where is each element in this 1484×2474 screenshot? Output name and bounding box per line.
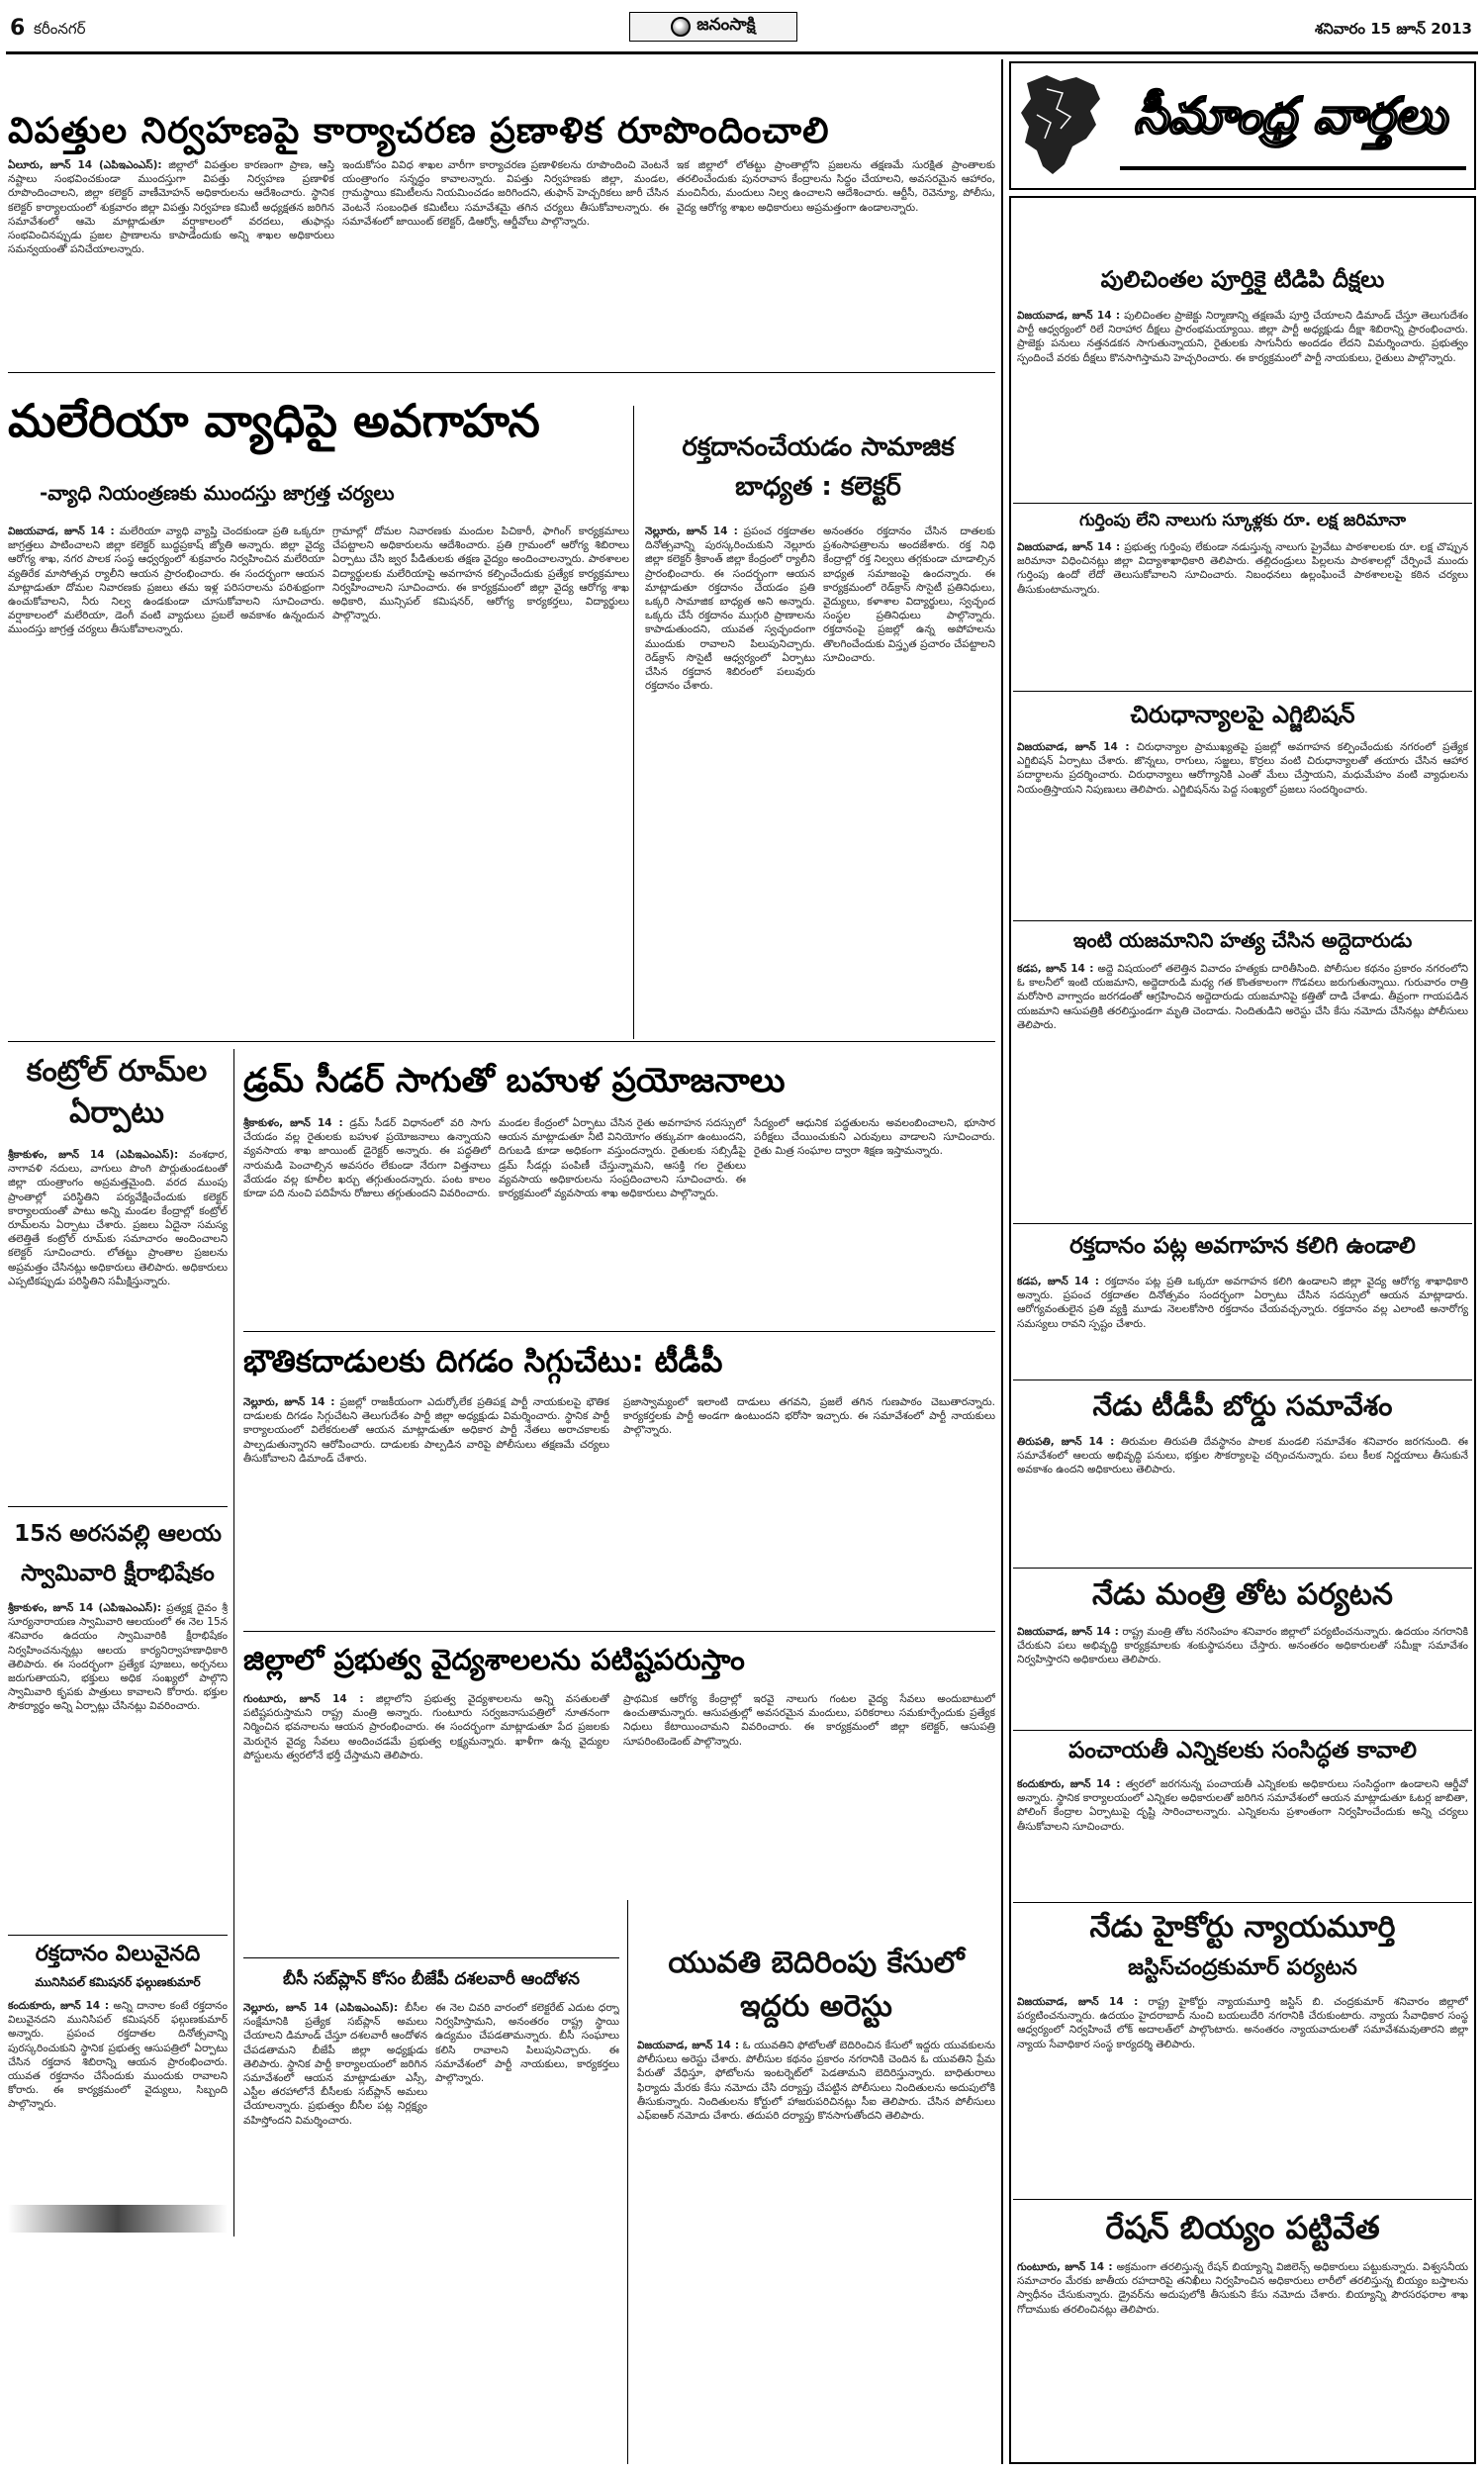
a4-dateline: శ్రీకాకుళం, జూన్ 14 (ఎపిఇఎంఎస్): [8, 1149, 179, 1161]
a2-divider [633, 406, 634, 1039]
a9-col1 [243, 1692, 609, 1950]
banner-underline [1120, 166, 1466, 170]
r6-rule [1013, 1568, 1472, 1569]
r2-rule [1013, 691, 1472, 692]
r3-rule [1013, 920, 1472, 921]
a10-headline: బీసీ సబ్‌ప్లాన్ కోసం బీజేపీ దశలవారీ ఆందోళన [283, 1969, 580, 1989]
r6-body-text: తిరుమల తిరుపతి దేవస్థానం పాలక మండలి సమావేశం శనివారం జరగనుంది. ఈ సమావేశంలో ఆలయ అభివృద్ధి పనులు, భక్తుల సౌకర్యాలపై చర్చించనున్నారు. పలు కీలక నిర్ణయాలు తీసుకునే అవకాశం ఉందని అధికారులు తెలిపారు. [1017, 1436, 1468, 1476]
a5-body-text: ప్రత్యక్ష దైవం శ్రీ సూర్యనారాయణ స్వామివారి ఆలయంలో ఈ నెల 15న శనివారం ఉదయం స్వామివారికి క్షీరాభిషేకం నిర్వహించనున్నట్లు ఆలయ కార్యనిర్వాహణాధికారి తెలిపారు. ఈ సందర్భంగా ప్రత్యేక పూజలు, అర్చనలు జరుగుతాయని, భక్తులు అధిక సంఖ్యలో పాల్గొని స్వామివారి కృపకు పాత్రులు కావాలని కోరారు. భక్తుల సౌకర్యార్థం అన్ని ఏర్పాట్లు చేసినట్లు వివరించారు. [8, 1602, 228, 1713]
r7-body-text: రాష్ట్ర మంత్రి తోట నరసింహం శనివారం జిల్లాలో పర్యటించనున్నారు. ఉదయం నగరానికి చేరుకుని పలు అభివృద్ధి కార్యక్రమాలకు శంకుస్థాపనలు చేస్తారు. అనంతరం అధికారులతో సమీక్షా సమావేశం నిర్వహిస్తారని అధికారులు తెలిపారు. [1017, 1626, 1468, 1666]
r3-body-text: చిరుధాన్యాల ప్రాముఖ్యతపై ప్రజల్లో అవగాహన కల్పించేందుకు నగరంలో ప్రత్యేక ఎగ్జిబిషన్ ఏర్పాటు చేశారు. జొన్నలు, రాగులు, సజ్జలు, కొర్రలు వంటి చిరుధాన్యాలతో తయారు చేసిన ఆహార పదార్థాలను ప్రదర్శించారు. చిరుధాన్యాలు ఆరోగ్యానికి ఎంతో మేలు చేస్తాయని, మధుమేహం వంటి వ్యాధులను నియంత్రిస్తాయని నిపుణులు తెలిపారు. ఎగ్జిబిషన్‌ను పెద్ద సంఖ్యలో ప్రజలు సందర్శించారు. [1017, 741, 1468, 796]
a4-headline: కంట్రోల్ రూమ్‌ల ఏర్పాటు [26, 1054, 208, 1130]
r9-subhead: జస్టిస్‌చంద్రకుమార్ పర్యటన [1128, 1955, 1357, 1980]
r5-headline: రక్తదానం పట్ల అవగాహన కలిగి ఉండాలి [1069, 1233, 1416, 1259]
masthead-title: జనంసాక్షి [696, 15, 756, 35]
r1-body-text: పులిచింతల ప్రాజెక్టు నిర్మాణాన్ని తక్షణమే పూర్తి చేయాలని డిమాండ్ చేస్తూ తెలుగుదేశం పార్టీ ఆధ్వర్యంలో రిలే నిరాహార దీక్షలు ప్రారంభమయ్యాయి. జిల్లా పార్టీ అధ్యక్షుడు దీక్షా శిబిరాన్ని ప్రారంభించారు. ప్రాజెక్టు పనులు నత్తనడకన సాగుతున్నాయని, రైతులకు సాగునీరు అందడం లేదని విమర్శించారు. ప్రభుత్వం స్పందించే వరకు దీక్షలు కొనసాగిస్తామని హెచ్చరించారు. ఈ కార్యక్రమంలో పార్టీ నాయకులు, రైతులు పాల్గొన్నారు. [1017, 310, 1468, 364]
a9-headline: జిల్లాలో ప్రభుత్వ వైద్యశాలలను పటిష్టపరుస్తాం [243, 1643, 745, 1676]
r10-headline: రేషన్ బియ్యం పట్టివేత [1105, 2209, 1380, 2246]
a5-headline: 15న అరసవల్లి ఆలయ స్వామివారి క్షీరాభిషేకం [14, 1521, 222, 1586]
main-right-divider [1001, 59, 1003, 2464]
r6-body [1017, 1435, 1468, 1562]
r4-body [1017, 962, 1468, 1217]
a1-col3: ఇక జిల్లాలో లోతట్టు ప్రాంతాల్లోని ప్రజలను తక్షణమే సురక్షిత ప్రాంతాలకు తరలించేందుకు పునరావాస కేంద్రాలను సిద్ధం చేయాలని, అవసరమైన ఆహారం, మంచినీరు, మందులు నిల్వ ఉంచాలని ఆదేశించారు. ఆర్టీసీ, రెవెన్యూ, పోలీసు, వైద్య ఆరోగ్య శాఖల అధికారులు అప్రమత్తంగా ఉండాలన్నారు. [677, 159, 995, 214]
a5-bottom-rule [8, 1935, 228, 1936]
r3-headline: చిరుధాన్యాలపై ఎగ్జిబిషన్ [1130, 701, 1355, 728]
a2-col1 [8, 524, 325, 1029]
a3-col1-text: ప్రపంచ రక్తదాతల దినోత్సవాన్ని పురస్కరించుకుని నెల్లూరు జిల్లా కలెక్టర్ శ్రీకాంత్ జిల్లా కేంద్రంలో ర్యాలీని ప్రారంభించారు. ఈ సందర్భంగా ఆయన మాట్లాడుతూ రక్తదానం చేయడం ప్రతి ఒక్కరి సామాజిక బాధ్యత అని అన్నారు. ఒక్కరు చేసే రక్తదానం ముగ్గురి ప్రాణాలను కాపాడుతుందని, యువత స్వచ్ఛందంగా ముందుకు రావాలని పిలుపునిచ్చారు. రెడ్‌క్రాస్ సొసైటీ ఆధ్వర్యంలో ఏర్పాటు చేసిన రక్తదాన శిబిరంలో పలువురు రక్తదానం చేశారు. [645, 525, 815, 693]
a7-col2: మండల కేంద్రంలో ఏర్పాటు చేసిన రైతు అవగాహన సదస్సులో ఆయన మాట్లాడుతూ నీటి వినియోగం తక్కువగా ఉంటుందని, దిగుబడి కూడా అధికంగా వస్తుందన్నారు. రైతులకు సబ్సిడీపై డ్రమ్ సీడర్లు పంపిణీ చేస్తున్నామని, ఆసక్తి గల రైతులు వ్యవసాయ అధికారులను సంప్రదించాలని సూచించారు. ఈ కార్యక్రమంలో వ్యవసాయ శాఖ అధికారులు పాల్గొన్నారు. [499, 1117, 746, 1200]
a6-headline: రక్తదానం విలువైనది [35, 1942, 201, 1966]
a10-dateline: నెల్లూరు, జూన్ 14 (ఎపిఇఎంఎస్): [243, 2002, 399, 2014]
a9-bottom-rule [243, 1957, 619, 1958]
r2-body [1017, 540, 1468, 684]
a2-col2: గ్రామాల్లో దోమల నివారణకు మందుల పిచికారీ, ఫాగింగ్ కార్యక్రమాలు చేపట్టాలని అధికారులను ఆదేశించారు. ప్రతి గ్రామంలో ఆరోగ్య శిబిరాలు ఏర్పాటు చేసి జ్వర పీడితులకు తక్షణ వైద్యం అందించాలన్నారు. పాఠశాలల విద్యార్థులకు మలేరియాపై అవగాహన కల్పించేందుకు ప్రత్యేక కార్యక్రమాలు నిర్వహించాలని సూచించారు. ఈ కార్యక్రమంలో జిల్లా వైద్య ఆరోగ్య శాఖ అధికారి, మున్సిపల్ కమిషనర్, ఆరోగ్య కార్యకర్తలు, విద్యార్థులు పాల్గొన్నారు. [332, 525, 629, 622]
r5-dateline: కడప, జూన్ 14 : [1017, 1276, 1099, 1287]
r4-body-text: అద్దె విషయంలో తలెత్తిన వివాదం హత్యకు దారితీసింది. పోలీసుల కథనం ప్రకారం నగరంలోని ఓ కాలనీలో ఇంటి యజమాని, అద్దెదారుడి మధ్య గత కొంతకాలంగా గొడవలు జరుగుతున్నాయి. గురువారం రాత్రి మరోసారి వాగ్వాదం జరగడంతో ఆగ్రహించిన అద్దెదారుడు యజమానిపై కత్తితో దాడి చేశాడు. తీవ్రంగా గాయపడిన యజమాని ఆసుపత్రికి తరలిస్తుండగా మృతి చెందాడు. నిందితుడిని అరెస్టు చేసి కేసు నమోదు చేసినట్లు పోలీసులు తెలిపారు. [1017, 963, 1468, 1031]
r4-rule [1013, 1223, 1472, 1224]
decorative-gradient-bar [8, 2205, 228, 2233]
globe-icon [671, 17, 691, 37]
r7-dateline: విజయవాడ, జూన్ 14 : [1017, 1626, 1119, 1638]
a7-bottom-rule [243, 1331, 995, 1332]
a7-headline: డ్రమ్ సీడర్ సాగుతో బహుళ ప్రయోజనాలు [243, 1061, 786, 1100]
a9-col2: ప్రాథమిక ఆరోగ్య కేంద్రాల్లో ఇరవై నాలుగు గంటల వైద్య సేవలు అందుబాటులో ఉంచుతామన్నారు. ఆసుపత్రుల్లో అవసరమైన మందులు, పరికరాలు సమకూర్చేందుకు ప్రత్యేక నిధులు కేటాయించామని వివరించారు. ఈ కార్యక్రమంలో జిల్లా కలెక్టర్, ఆసుపత్రి సూపరింటెండెంట్ పాల్గొన్నారు. [623, 1693, 995, 1748]
a11-body [637, 2039, 995, 2459]
a10-col1-text: బీసీల సంక్షేమానికి ప్రత్యేక సబ్‌ప్లాన్ అమలు చేయాలని డిమాండ్ చేస్తూ దశలవారీ ఆందోళన చేపడతామని బీజేపీ జిల్లా అధ్యక్షుడు తెలిపారు. స్థానిక పార్టీ కార్యాలయంలో జరిగిన సమావేశంలో ఆయన మాట్లాడుతూ ఎస్సీ, ఎస్టీల తరహాలోనే బీసీలకు సబ్‌ప్లాన్ అమలు చేయాలన్నారు. ప్రభుత్వం బీసీల పట్ల నిర్లక్ష్యం వహిస్తోందని విమర్శించారు. [243, 2002, 427, 2127]
r1-dateline: విజయవాడ, జూన్ 14 : [1017, 310, 1121, 322]
r4-dateline: కడప, జూన్ 14 : [1017, 963, 1094, 975]
a7-col1 [243, 1116, 491, 1324]
a1-bottom-rule [8, 372, 995, 373]
r10-body-text: అక్రమంగా తరలిస్తున్న రేషన్ బియ్యాన్ని విజిలెన్స్ అధికారులు పట్టుకున్నారు. విశ్వసనీయ సమాచారం మేరకు జాతీయ రహదారిపై తనిఖీలు నిర్వహించిన అధికారులు లారీలో తరలిస్తున్న బియ్యం బస్తాలను స్వాధీనం చేసుకున్నారు. డ్రైవర్‌ను అదుపులోకి తీసుకుని కేసు నమోదు చేశారు. బియ్యాన్ని పౌరసరఫరాల శాఖ గోదాముకు తరలించినట్లు తెలిపారు. [1017, 2261, 1468, 2316]
a3-col1 [645, 524, 815, 1029]
a1-headline: విపత్తుల నిర్వహణపై కార్యాచరణ ప్రణాళిక రూపొందించాలి [8, 111, 830, 151]
r10-body [1017, 2260, 1468, 2454]
a8-col1-text: ప్రజల్లో రాజకీయంగా ఎదుర్కోలేక ప్రతిపక్ష పార్టీ నాయకులపై భౌతిక దాడులకు దిగడం సిగ్గుచేటని తెలుగుదేశం పార్టీ జిల్లా అధ్యక్షుడు విమర్శించారు. స్థానిక పార్టీ కార్యాలయంలో విలేకరులతో ఆయన మాట్లాడుతూ అధికార పార్టీ నేతలు అరాచకాలకు పాల్పడుతున్నారని ఆరోపించారు. దాడులకు పాల్పడిన వారిపై పోలీసులు తక్షణమే చర్యలు తీసుకోవాలని డిమాండ్ చేశారు. [243, 1396, 609, 1465]
a4-body-text: వంశధార, నాగావళి నదులు, వాగులు పొంగి పొర్లుతుండటంతో జిల్లా యంత్రాంగం అప్రమత్తమైంది. వరద ముంపు ప్రాంతాల్లో పరిస్థితిని పర్యవేక్షించేందుకు కలెక్టర్ కార్యాలయంతో పాటు అన్ని మండల కేంద్రాల్లో కంట్రోల్ రూమ్‌లను ఏర్పాటు చేశారు. ప్రజలు ఏదైనా సమస్య తలెత్తితే కంట్రోల్ రూమ్‌కు సమాచారం అందించాలని కలెక్టర్ సూచించారు. లోతట్టు ప్రాంతాల ప్రజలను అప్రమత్తం చేసినట్లు అధికారులు తెలిపారు. అధికారులు ఎప్పటికప్పుడు పరిస్థితిని సమీక్షిస్తున్నారు. [8, 1149, 228, 1287]
a2-col1-text: మలేరియా వ్యాధి వ్యాప్తి చెందకుండా ప్రతి ఒక్కరూ జాగ్రత్తలు పాటించాలని జిల్లా కలెక్టర్ బుద్ధప్రకాష్ జ్యోతి అన్నారు. జిల్లా వైద్య ఆరోగ్య శాఖ, నగర పాలక సంస్థ ఆధ్వర్యంలో శుక్రవారం నిర్వహించిన మలేరియా వ్యతిరేక మాసోత్సవ ర్యాలీని ఆయన ప్రారంభించారు. ఈ సందర్భంగా ఆయన మాట్లాడుతూ దోమల నివారణకు ప్రజలు తమ ఇళ్ల పరిసరాలను పరిశుభ్రంగా ఉంచుకోవాలని, నీరు నిల్వ ఉండకుండా చూసుకోవాలని సూచించారు. వర్షాకాలంలో మలేరియా, డెంగీ వంటి వ్యాధులు ప్రబలే అవకాశం ఉన్నందున ముందస్తు జాగ్రత్త చర్యలు తీసుకోవాలన్నారు. [8, 525, 325, 636]
page-number: 6 [10, 16, 26, 41]
r9-body-text: రాష్ట్ర హైకోర్టు న్యాయమూర్తి జస్టిస్ బి. చంద్రకుమార్ శనివారం జిల్లాలో పర్యటించనున్నారు. ఉదయం హైదరాబాద్ నుంచి బయలుదేరి నగరానికి చేరుకుంటారు. న్యాయ సేవాధికార సంస్థ ఆధ్వర్యంలో నిర్వహించే లోక్ అదాలత్‌లో పాల్గొంటారు. అనంతరం న్యాయవాదులతో సమావేశమవుతారని జిల్లా న్యాయ సేవాధికార సంస్థ కార్యదర్శి తెలిపారు. [1017, 1996, 1468, 2050]
a6-body-text: అన్ని దానాల కంటే రక్తదానం విలువైనదని మునిసిపల్ కమిషనర్ ఫల్గుణకుమార్ అన్నారు. ప్రపంచ రక్తదాతల దినోత్సవాన్ని పురస్కరించుకుని స్థానిక ప్రభుత్వ ఆసుపత్రిలో ఏర్పాటు చేసిన రక్తదాన శిబిరాన్ని ఆయన ప్రారంభించారు. యువత రక్తదానం చేసేందుకు ముందుకు రావాలని కోరారు. ఈ కార్యక్రమంలో వైద్యులు, సిబ్బంది పాల్గొన్నారు. [8, 2000, 228, 2111]
r9-body [1017, 1995, 1468, 2193]
r8-dateline: కందుకూరు, జూన్ 14 : [1017, 1778, 1121, 1790]
a8-dateline: నెల్లూరు, జూన్ 14 : [243, 1396, 335, 1408]
a1-col1-text: జిల్లాలో విపత్తుల కారణంగా ప్రాణ, ఆస్తి నష్టాలు సంభవించకుండా ముందస్తుగా విపత్తు నిర్వహణ ప్రణాళిక రూపొందించాలని, జిల్లా కలెక్టర్ వాణీమోహన్ అధికారులను ఆదేశించారు. స్థానిక కలెక్టర్ కార్యాలయంలో శుక్రవారం జిల్లా విపత్తు నిర్వహణ కమిటీ అధ్యక్షతన జరిగిన సమావేశంలో ఆమె మాట్లాడుతూ వర్షాకాలంలో వరదలు, తుఫాన్లు సంభవించినప్పుడు ప్రజల ప్రాణాలను కాపాడేందుకు అన్ని శాఖల అధికారులు సమన్వయంతో పనిచేయాలన్నారు. [8, 159, 334, 256]
a9-dateline: గుంటూరు, జూన్ 14 : [243, 1693, 364, 1705]
left-column-divider [233, 1049, 234, 2236]
r8-rule [1013, 1902, 1472, 1903]
a2-dateline: విజయవాడ, జూన్ 14 : [8, 525, 115, 537]
r7-body [1017, 1625, 1468, 1724]
a4-body [8, 1148, 228, 1499]
a10-col2: ఈ నెల చివరి వారంలో కలెక్టరేట్ ఎదుట ధర్నా నిర్వహిస్తామని, అనంతరం రాష్ట్ర స్థాయి ఉద్యమం చేపడతామన్నారు. బీసీ సంఘాలు కలిసి రావాలని పిలుపునిచ్చారు. ఈ సమావేశంలో పార్టీ నాయకులు, కార్యకర్తలు పాల్గొన్నారు. [435, 2002, 619, 2085]
r1-headline: పులిచింతల పూర్తికై టిడిపి దీక్షలు [1100, 267, 1385, 293]
a8-col2: ప్రజాస్వామ్యంలో ఇలాంటి దాడులు తగవని, ప్రజలే తగిన గుణపాఠం చెబుతారన్నారు. కార్యకర్తలకు పార్టీ అండగా ఉంటుందని భరోసా ఇచ్చారు. ఈ సమావేశంలో పార్టీ నాయకులు పాల్గొన్నారు. [623, 1396, 995, 1437]
r3-dateline: విజయవాడ, జూన్ 14 : [1017, 741, 1130, 753]
a11-body-text: ఓ యువతిని ఫోటోలతో బెదిరించిన కేసులో ఇద్దరు యువకులను పోలీసులు అరెస్టు చేశారు. పోలీసుల కథనం ప్రకారం నగరానికి చెందిన ఓ యువతిని ప్రేమ పేరుతో వేధిస్తూ, ఫోటోలను ఇంటర్నెట్‌లో పెడతామని బెదిరిస్తున్నారు. బాధితురాలు ఫిర్యాదు మేరకు కేసు నమోదు చేసి దర్యాప్తు చేపట్టిన పోలీసులు నిందితులను అదుపులోకి తీసుకున్నారు. నిందితులను కోర్టులో హాజరుపరిచినట్లు సీఐ తెలిపారు. చేసిన పోలీసులు ఎఫ్ఐఆర్ నమోదు చేశారు. తదుపరి దర్యాప్తు కొనసాగుతోందని తెలిపారు. [637, 2040, 995, 2123]
r8-headline: పంచాయతీ ఎన్నికలకు సంసిద్ధత కావాలి [1068, 1738, 1417, 1763]
a2-headline: మలేరియా వ్యాధిపై అవగాహన [8, 394, 540, 447]
a6-dateline: కందుకూరు, జూన్ 14 : [8, 2000, 110, 2012]
issue-date: శనివారం 15 జూన్ 2013 [1315, 20, 1472, 38]
header-rule [6, 51, 1478, 54]
r9-dateline: విజయవాడ, జూన్ 14 : [1017, 1996, 1139, 2008]
a8-bottom-rule [243, 1631, 995, 1632]
r6-headline: నేడు టీడీపీ బోర్డు సమావేశం [1092, 1389, 1393, 1422]
r7-headline: నేడు మంత్రి తోట పర్యటన [1092, 1577, 1393, 1612]
section-rule-1 [8, 1041, 995, 1042]
a8-headline: భౌతికదాడులకు దిగడం సిగ్గుచేటు: టీడీపీ [243, 1344, 723, 1380]
r6-dateline: తిరుపతి, జూన్ 14 : [1017, 1436, 1115, 1448]
a2-subhead: -వ్యాధి నియంత్రణకు ముందస్తు జాగ్రత్త చర్యలు [40, 481, 395, 505]
a10-divider [627, 1900, 628, 2464]
r1-body [1017, 309, 1468, 497]
r9-rule [1013, 2199, 1472, 2200]
seemandhra-banner [1009, 61, 1476, 190]
a11-dateline: విజయవాడ, జూన్ 14 : [637, 2040, 740, 2051]
a11-headline: యువతి బెదిరింపు కేసులో ఇద్దరు అరెస్టు [668, 1946, 965, 2024]
a5-body [8, 1601, 228, 1928]
page-header [6, 6, 1478, 51]
a4-bottom-rule [8, 1506, 228, 1507]
r8-body [1017, 1777, 1468, 1896]
r5-body-text: రక్తదానం పట్ల ప్రతి ఒక్కరూ అవగాహన కలిగి ఉండాలని జిల్లా వైద్య ఆరోగ్య శాఖాధికారి అన్నారు. ప్రపంచ రక్తదాతల దినోత్సవం సందర్భంగా ఏర్పాటు చేసిన సదస్సులో ఆయన మాట్లాడారు. ఆరోగ్యవంతులైన ప్రతి వ్యక్తి మూడు నెలలకోసారి రక్తదానం చేయవచ్చన్నారు. రక్తదానం వల్ల ఎలాంటి అనారోగ్య సమస్యలు రావని స్పష్టం చేశారు. [1017, 1276, 1468, 1330]
r1-rule [1013, 503, 1472, 504]
r2-headline: గుర్తింపు లేని నాలుగు స్కూళ్లకు రూ. లక్ష జరిమానా [1078, 511, 1407, 530]
r8-body-text: త్వరలో జరగనున్న పంచాయతీ ఎన్నికలకు అధికారులు సంసిద్ధంగా ఉండాలని ఆర్డీవో అన్నారు. స్థానిక కార్యాలయంలో ఎన్నికల అధికారులతో జరిగిన సమావేశంలో ఆయన మాట్లాడుతూ ఓటర్ల జాబితా, పోలింగ్ కేంద్రాల ఏర్పాటుపై దృష్టి సారించాలన్నారు. ఎన్నికలను ప్రశాంతంగా నిర్వహించేందుకు అన్ని చర్యలు తీసుకోవాలని సూచించారు. [1017, 1778, 1468, 1833]
r9-headline: నేడు హైకోర్టు న్యాయమూర్తి [1089, 1910, 1396, 1945]
banner-title: సీమాంధ్ర వార్తలు [1133, 87, 1447, 144]
r7-rule [1013, 1730, 1472, 1731]
section-name: కరీంనగర్ [34, 20, 86, 38]
a7-col3: సేద్యంలో ఆధునిక పద్ధతులను అవలంబించాలని, భూసార పరీక్షలు చేయించుకుని ఎరువులు వాడాలని సూచించారు. రైతు మిత్ర సంఘాల ద్వారా శిక్షణ ఇస్తామన్నారు. [754, 1117, 995, 1158]
a10-col1 [243, 2001, 427, 2461]
masthead-logo [629, 12, 797, 42]
a1-col2: ఇందుకోసం వివిధ శాఖల వారీగా కార్యాచరణ ప్రణాళికలను రూపొందించి వెంటనే యంత్రాంగం సన్నద్ధం కావాలన్నారు. విపత్తు నిర్వహణకు జిల్లా, మండల, గ్రామస్థాయి కమిటీలను నియమించడం జరిగిందని, తుఫాన్ హెచ్చరికలు జారీ చేసిన వెంటనే సంబంధిత కమిటీలు సమావేశమై తగిన చర్యలు తీసుకోవాలన్నారు. ఈ సమావేశంలో జాయింట్ కలెక్టర్, డిఆర్వో, ఆర్డీవోలు పాల్గొన్నారు. [342, 159, 669, 228]
a7-col1-text: డ్రమ్ సీడర్ విధానంలో వరి సాగు చేయడం వల్ల రైతులకు బహుళ ప్రయోజనాలు ఉన్నాయని వ్యవసాయ శాఖ జాయింట్ డైరెక్టర్ అన్నారు. ఈ పద్ధతిలో నారుమడి పెంచాల్సిన అవసరం లేకుండా నేరుగా విత్తనాలు వేయడం వల్ల కూలీల ఖర్చు తగ్గుతుందన్నారు. పంట కాలం కూడా పది నుంచి పదిహేను రోజులు తగ్గుతుందని వివరించారు. [243, 1117, 491, 1200]
r4-headline: ఇంటి యజమానిని హత్య చేసిన అద్దెదారుడు [1072, 928, 1413, 952]
r10-dateline: గుంటూరు, జూన్ 14 : [1017, 2261, 1113, 2273]
a8-col1 [243, 1395, 609, 1623]
a6-subhead: మునిసిపల్ కమిషనర్ ఫల్గుణకుమార్ [35, 1975, 201, 1989]
a9-col1-text: జిల్లాలోని ప్రభుత్వ వైద్యశాలలను అన్ని వసతులతో పటిష్టపరుస్తామని రాష్ట్ర మంత్రి అన్నారు. గుంటూరు సర్వజనాసుపత్రిలో నూతనంగా నిర్మించిన భవనాలను ఆయన ప్రారంభించారు. ఈ సందర్భంగా మాట్లాడుతూ పేద ప్రజలకు మెరుగైన వైద్య సేవలు అందించడమే ప్రభుత్వ లక్ష్యమన్నారు. ఖాళీగా ఉన్న వైద్యుల పోస్టులను త్వరలోనే భర్తీ చేస్తామని తెలిపారు. [243, 1693, 609, 1761]
a3-col2: అనంతరం రక్తదానం చేసిన దాతలకు ప్రశంసాపత్రాలను అందజేశారు. రక్త నిధి కేంద్రాల్లో రక్త నిల్వలు తగ్గకుండా చూడాల్సిన బాధ్యత సమాజంపై ఉందన్నారు. ఈ కార్యక్రమంలో రెడ్‌క్రాస్ సొసైటీ ప్రతినిధులు, వైద్యులు, కళాశాల విద్యార్థులు, స్వచ్ఛంద సంస్థల ప్రతినిధులు పాల్గొన్నారు. రక్తదానంపై ప్రజల్లో ఉన్న అపోహలను తొలగించేందుకు విస్తృత ప్రచారం చేపట్టాలని సూచించారు. [823, 525, 995, 664]
r3-body [1017, 740, 1468, 913]
a1-dateline: ఏలూరు, జూన్ 14 (ఎపిఇఎంఎస్): [8, 159, 162, 171]
a1-col1 [8, 158, 334, 366]
andhra-map-icon [1017, 69, 1106, 180]
r2-dateline: విజయవాడ, జూన్ 14 : [1017, 541, 1121, 553]
r2-body-text: ప్రభుత్వ గుర్తింపు లేకుండా నడుస్తున్న నాలుగు ప్రైవేటు పాఠశాలలకు రూ. లక్ష చొప్పున జరిమానా విధించినట్లు జిల్లా విద్యాశాఖాధికారి తెలిపారు. తల్లిదండ్రులు పిల్లలను పాఠశాలల్లో చేర్పించే ముందు గుర్తింపు ఉందో లేదో తెలుసుకోవాలని సూచించారు. నిబంధనలు ఉల్లంఘించే పాఠశాలలపై కఠిన చర్యలు తీసుకుంటామన్నారు. [1017, 541, 1468, 596]
a7-dateline: శ్రీకాకుళం, జూన్ 14 : [243, 1117, 343, 1129]
r5-body [1017, 1275, 1468, 1374]
a5-dateline: శ్రీకాకుళం, జూన్ 14 (ఎపిఇఎంఎస్): [8, 1602, 162, 1614]
a6-body [8, 1999, 228, 2192]
a3-dateline: నెల్లూరు, జూన్ 14 : [645, 525, 738, 537]
a3-headline: రక్తదానంచేయడం సామాజిక బాధ్యత : కలెక్టర్ [682, 432, 955, 502]
